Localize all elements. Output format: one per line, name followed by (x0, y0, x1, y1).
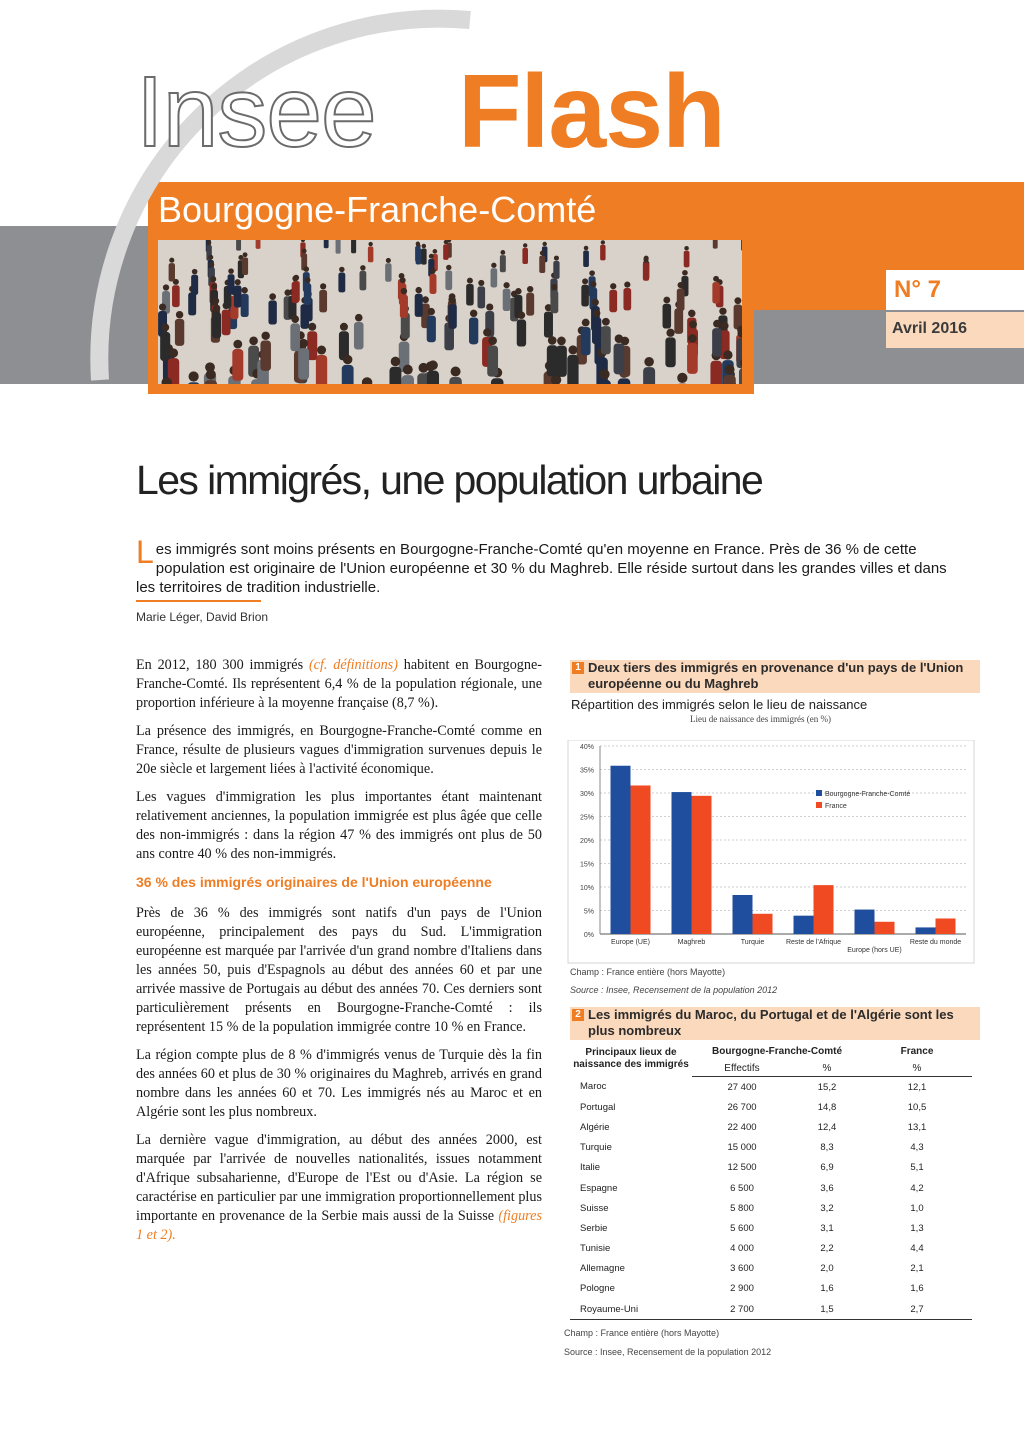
pct-cell: 1,6 (820, 1283, 834, 1295)
effectif-cell: 5 800 (730, 1202, 754, 1214)
france-pct-cell: 1,0 (910, 1202, 924, 1214)
y-tick-label: 20% (579, 838, 594, 845)
country-cell: Maroc (580, 1081, 607, 1093)
x-tick-label: Turquie (740, 939, 765, 946)
chapeau-drop-letter: L (136, 534, 154, 570)
crowd-illustration-icon (158, 240, 742, 384)
bar-bfc (855, 910, 875, 934)
bar-france (692, 796, 712, 934)
country-cell: Royaume-Uni (570, 1299, 692, 1320)
table-row (570, 1259, 972, 1279)
figure-2-source: Source : Insee, Recensement de la population 2012 (564, 1347, 772, 1357)
table-row (570, 1178, 972, 1198)
pct-cell: 3,2 (820, 1202, 834, 1214)
bar-bfc (672, 792, 692, 934)
y-tick-label: 40% (579, 744, 594, 751)
crowd-photo (158, 240, 742, 384)
x-tick-label: Reste du monde (909, 939, 962, 946)
figure-2-champ: Champ : France entière (hors Mayotte) (564, 1328, 720, 1338)
paragraph-6: La dernière vague d'immigration, au début des années 2000, est marquée par l'arrivée de nouvelles nationalités, issues notamment d'Afrique subsaharienne, d'Europe de l'Est ou d'Asie. La région se caractérise en particulier par une immigration proportionnellement plus importante en provenance de la Serbie mais aussi de la Suisse (figures 1 et 2). (136, 1132, 542, 1243)
country-cell: Tunisie (580, 1243, 611, 1255)
pct-cell: 2,2 (820, 1243, 834, 1255)
pct-cell: 15,2 (817, 1081, 837, 1093)
table-row (570, 1077, 972, 1098)
france-pct-cell: 2,1 (910, 1263, 924, 1275)
pct-cell: 6,9 (820, 1162, 834, 1174)
x-tick-label: Reste de l'Afrique (785, 939, 842, 946)
figure-1-subtitle: Répartition des immigrés selon le lieu de naissance (571, 697, 868, 712)
country-cell: Portugal (580, 1101, 616, 1113)
immigrants-table (570, 1042, 972, 1320)
chapeau-rule (136, 600, 261, 602)
page-title: Les immigrés, une population urbaine (136, 457, 763, 503)
country-cell: Serbie (580, 1222, 608, 1234)
figure-1-caption: Lieu de naissance des immigrés (en %) (690, 714, 831, 724)
effectif-cell: 3 600 (730, 1263, 754, 1275)
pct-cell: 14,8 (817, 1101, 837, 1113)
y-tick-label: 10% (579, 885, 594, 892)
france-pct-cell: 13,1 (907, 1121, 927, 1133)
pct-cell: 2,0 (820, 1263, 834, 1275)
country-cell: Espagne (580, 1182, 618, 1194)
france-pct-cell: 5,1 (910, 1162, 924, 1174)
chapeau-text: es immigrés sont moins présents en Bourgogne-Franche-Comté qu'en moyenne en France. Près de 36 % de cette population est originaire de l'Union européenne et 30 % du Maghreb. Elle réside surtout dans les grandes villes et dans les territoires de tradition industrielle. (136, 541, 947, 596)
col-origin-header: Principaux lieux de naissance des immigrés (573, 1047, 689, 1071)
region-name: Bourgogne-Franche-Comté (158, 189, 597, 230)
y-tick-label: 0% (583, 932, 594, 939)
france-pct-cell: 4,2 (910, 1182, 924, 1194)
legend-swatch (816, 802, 822, 808)
country-cell: Italie (580, 1162, 601, 1174)
legend-swatch (816, 790, 822, 796)
definitions-link[interactable]: (cf. définitions) (308, 657, 398, 673)
france-pct-cell: 4,4 (910, 1243, 924, 1255)
france-pct-cell: 2,7 (862, 1299, 972, 1320)
effectif-cell: 5 600 (730, 1222, 754, 1234)
table-row (570, 1158, 972, 1178)
paragraph-4: Près de 36 % des immigrés sont natifs d'un pays de l'Union européenne, principalement des pays du Sud. L'immigration européenne est marquée par l'arrivée d'un grand nombre d'Italiens dans les années 50, puis d'Espagnols au début des années 60 et par une arrivée massive de Portugais au début des années 70. Ces derniers sont particulièrement présents en Bourgogne-Franche-Comté : ils représentent 15 % de la population immigrée contre 10 % en France. (136, 905, 542, 1035)
table-row (570, 1138, 972, 1158)
france-pct-cell: 10,5 (907, 1101, 927, 1113)
logo-insee: Insee (136, 56, 376, 168)
bar-france (631, 785, 651, 934)
table-row (570, 1097, 972, 1117)
pct-cell: 12,4 (817, 1121, 837, 1133)
paragraph-2: La présence des immigrés, en Bourgogne-Franche-Comté comme en France, résulte de plusieurs vagues d'immigration survenues depuis le 20e siècle et largement liées à l'activité économique. (136, 723, 542, 777)
figure-2-title: Les immigrés du Maroc, du Portugal et de l'Algérie sont les plus nombreux (588, 1007, 954, 1038)
bar-france (875, 922, 895, 934)
effectif-cell: 12 500 (727, 1162, 757, 1174)
table-row (570, 1218, 972, 1238)
country-cell: Suisse (580, 1202, 609, 1214)
figure-1-champ: Champ : France entière (hors Mayotte) (570, 967, 726, 977)
effectif-cell: 4 000 (730, 1243, 754, 1255)
pct-cell: 3,6 (820, 1182, 834, 1194)
table-row (570, 1117, 972, 1137)
figure-1-number: 1 (572, 662, 584, 674)
figure-1-source: Source : Insee, Recensement de la population 2012 (570, 985, 778, 995)
effectif-cell: 15 000 (727, 1142, 757, 1154)
bar-bfc (611, 766, 631, 934)
table-row (570, 1239, 972, 1259)
effectif-cell: 2 900 (730, 1283, 754, 1295)
effectif-cell: 22 400 (727, 1121, 757, 1133)
x-tick-label: Maghreb (677, 939, 706, 946)
authors: Marie Léger, David Brion (136, 610, 269, 624)
col-pct-header: % (792, 1060, 862, 1077)
bar-bfc (916, 927, 936, 934)
country-cell: Pologne (580, 1283, 615, 1295)
effectif-cell: 27 400 (727, 1081, 757, 1093)
issue-date: Avril 2016 (892, 320, 968, 337)
section-heading: 36 % des immigrés originaires de l'Union européenne (136, 874, 492, 890)
effectif-cell: 26 700 (727, 1101, 757, 1113)
bar-france (936, 918, 956, 934)
bar-chart (566, 740, 976, 965)
issue-number: N° 7 (894, 276, 941, 303)
crowd-figures (158, 240, 742, 384)
bar-bfc (733, 895, 753, 934)
article-body (136, 656, 542, 1254)
france-pct-cell: 1,3 (910, 1222, 924, 1234)
chapeau (136, 534, 964, 597)
y-tick-label: 35% (579, 767, 594, 775)
figure-2-header (570, 1007, 980, 1040)
y-tick-label: 25% (579, 814, 594, 822)
col-pct-france-header: % (862, 1060, 972, 1077)
country-cell: Allemagne (580, 1263, 625, 1275)
figure-1-header (570, 660, 980, 693)
table-row (570, 1198, 972, 1218)
x-tick-label: Europe (hors UE) (847, 947, 902, 954)
paragraph-3: Les vagues d'immigration les plus importantes étant maintenant relativement anciennes, la population immigrée est plus âgée que celle des non-immigrés : dans la région 47 % des immigrés ont plus de 50 ans contre 40 % des non-immigrés. (136, 789, 542, 862)
france-pct-cell: 1,6 (910, 1283, 924, 1295)
logo-flash: Flash (458, 54, 725, 170)
y-tick-label: 30% (579, 791, 594, 798)
effectif-cell: 6 500 (730, 1182, 754, 1194)
figures-link[interactable]: (figures 1 et 2). (136, 1208, 542, 1243)
figure-1-title: Deux tiers des immigrés en provenance d'un pays de l'Union européenne ou du Maghreb (588, 660, 964, 691)
bar-bfc (794, 916, 814, 934)
france-pct-cell: 12,1 (907, 1081, 927, 1093)
figure-2-number: 2 (572, 1009, 584, 1021)
bar-france (814, 885, 834, 934)
legend-label: France (825, 803, 847, 810)
y-tick-label: 15% (579, 861, 594, 869)
legend-label: Bourgogne-Franche-Comté (825, 791, 911, 798)
paragraph-1: En 2012, 180 300 immigrés (cf. définitions) habitent en Bourgogne-Franche-Comté. Ils représentent 6,4 % de la population régionale, une proportion inférieure à la moyenne française (8,7 %). (136, 657, 542, 711)
y-tick-label: 5% (583, 908, 594, 916)
france-pct-cell: 4,3 (910, 1142, 924, 1154)
col-bfc-header: Bourgogne-Franche-Comté (712, 1045, 842, 1057)
x-tick-label: Europe (UE) (611, 939, 650, 946)
pct-cell: 3,1 (820, 1222, 834, 1234)
country-cell: Turquie (580, 1142, 612, 1154)
paragraph-5: La région compte plus de 8 % d'immigrés venus de Turquie dès la fin des années 60 et plus de 30 % originaires du Maghreb, arrivés en grand nombre dans les années 60 et 70. Les immigrés nés au Maroc et en Algérie sont les plus nombreux. (136, 1047, 542, 1120)
effectif-cell: 2 700 (692, 1299, 792, 1320)
bar-france (753, 914, 773, 934)
table-row (570, 1299, 972, 1320)
col-effectifs-header: Effectifs (692, 1060, 792, 1077)
col-france-header: France (900, 1045, 934, 1057)
pct-cell: 1,5 (792, 1299, 862, 1320)
country-cell: Algérie (580, 1121, 610, 1133)
table-row (570, 1279, 972, 1299)
pct-cell: 8,3 (820, 1142, 834, 1154)
